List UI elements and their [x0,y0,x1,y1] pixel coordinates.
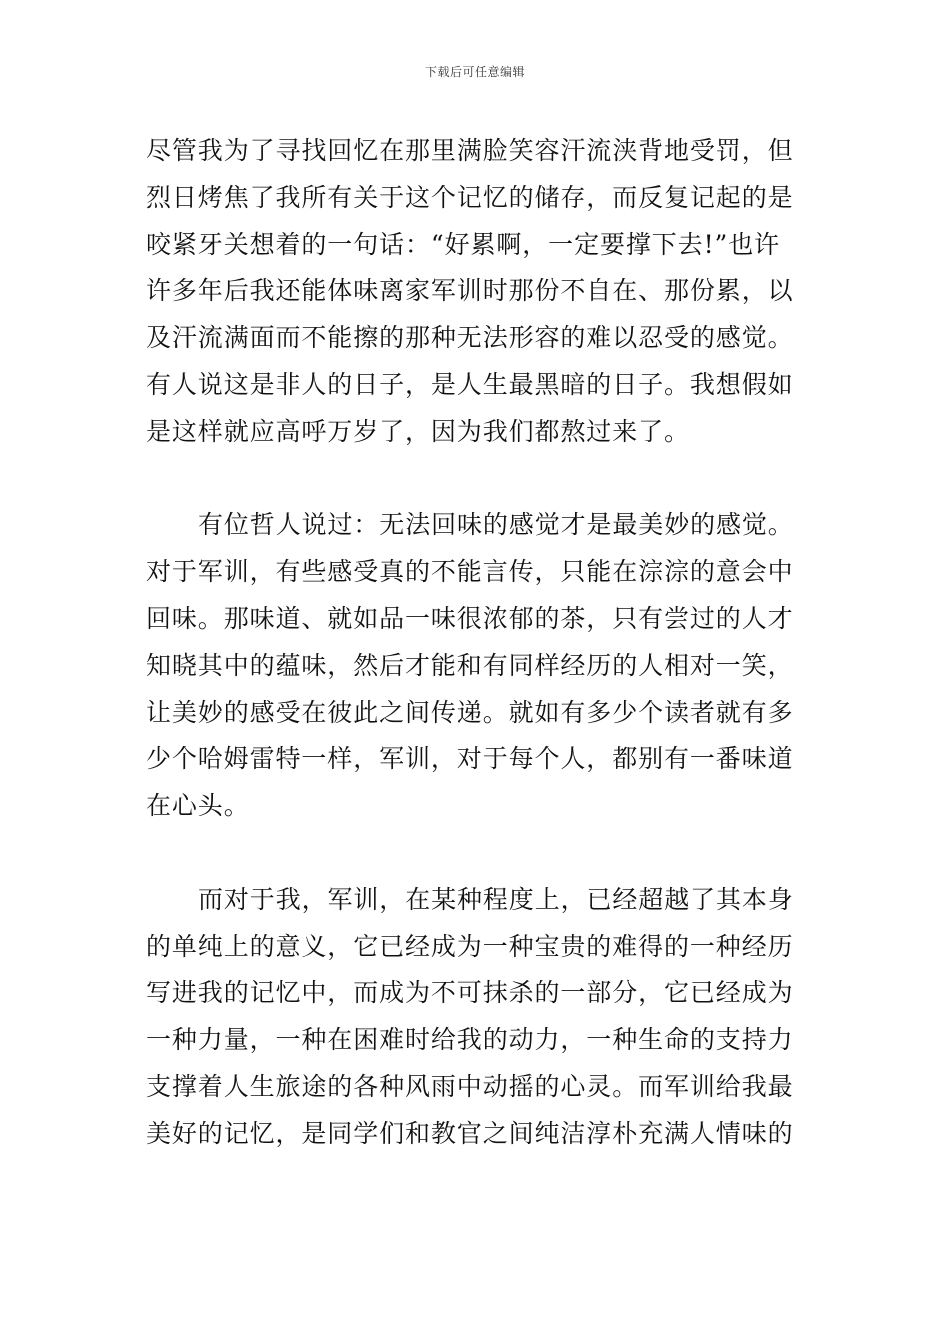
paragraph-2 [146,502,808,830]
paragraph-3 [146,877,808,1158]
paragraph-line: 尽管我为了寻找回忆在那里满脸笑容汗流浃背地受罚，但 [146,136,794,165]
paragraph-line: 写进我的记忆中，而成为不可抹杀的一部分，它已经成为 [146,978,794,1008]
paragraph-line: 咬紧牙关想着的一句话：“好累啊，一定要撑下去!”也许 [146,229,781,259]
paragraph-line: 知晓其中的蕴味，然后才能和有同样经历的人相对一笑， [146,650,794,680]
paragraph-spacer [146,456,808,503]
paragraph-line: 及汗流满面而不能擦的那种无法形容的难以忍受的感觉。 [146,323,794,353]
paragraph-spacer [146,830,808,877]
paragraph-line: 的单纯上的意义，它已经成为一种宝贵的难得的一种经历 [146,931,794,961]
paragraph-line: 是这样就应高呼万岁了，因为我们都熬过来了。 [146,416,690,446]
paragraph-line: 一种力量，一种在困难时给我的动力，一种生命的支持力 [146,1025,794,1055]
paragraph-line: 对于军训，有些感受真的不能言传，只能在淙淙的意会中 [146,557,794,587]
paragraph-line: 回味。那味道、就如品一味很浓郁的茶，只有尝过的人才 [146,603,794,633]
paragraph-line: 有人说这是非人的日子，是人生最黑暗的日子。我想假如 [146,369,794,399]
paragraph-1 [146,128,808,456]
paragraph-line: 许多年后我还能体味离家军训时那份不自在、那份累，以 [146,276,794,306]
paragraph-line: 有位哲人说过：无法回味的感觉才是最美妙的感觉。 [198,510,794,540]
paragraph-line: 支撑着人生旅途的各种风雨中动摇的心灵。而军训给我最 [146,1071,794,1101]
paragraph-line: 而对于我，军训，在某种程度上，已经超越了其本身 [198,884,794,914]
paragraph-line: 少个哈姆雷特一样，军训，对于每个人，都别有一番味道 [146,744,794,774]
page-header: 下载后可任意编辑 [424,65,525,79]
paragraph-line: 在心头。 [146,791,250,821]
document-body [146,128,808,1158]
paragraph-line: 烈日烤焦了我所有关于这个记忆的储存，而反复记起的是 [146,182,794,212]
paragraph-line: 美好的记忆，是同学们和教官之间纯洁淳朴充满人情味的 [146,1118,794,1148]
paragraph-line: 让美妙的感受在彼此之间传递。就如有多少个读者就有多 [146,697,794,727]
